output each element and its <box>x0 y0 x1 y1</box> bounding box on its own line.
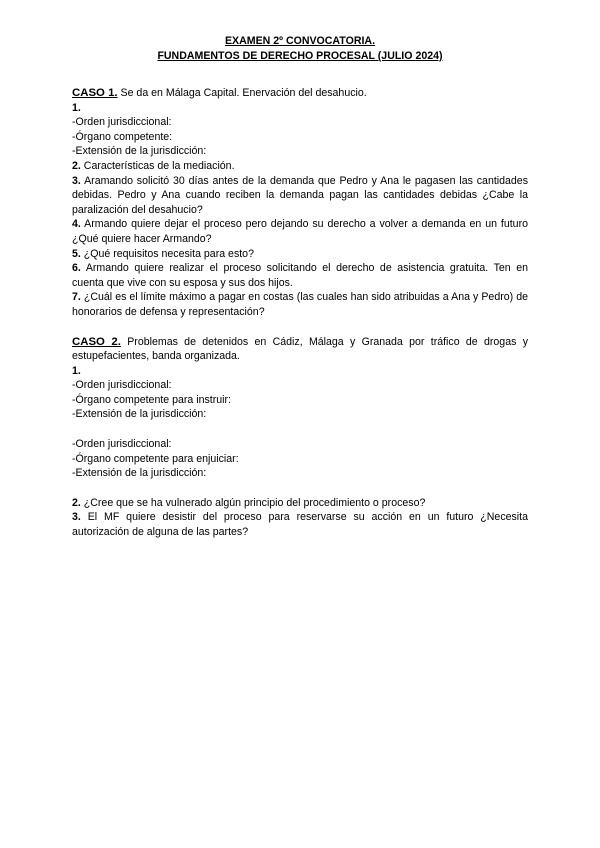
caso2-instruir-line-3: -Extensión de la jurisdicción: <box>72 408 207 421</box>
exam-title-line-1: EXAMEN 2º CONVOCATORIA. <box>224 35 376 47</box>
caso1-item-7 <box>72 290 528 319</box>
caso2-label: CASO 2. <box>72 335 121 348</box>
caso1-item-3 <box>72 174 528 218</box>
caso1-item-4-text: Armando quiere dejar el proceso pero dejando su derecho a volver a demanda en un futuro ¿Qué quiere hacer Armando? <box>72 218 528 245</box>
caso1-item-3-text: Aramando solicitó 30 días antes de la demanda que Pedro y Ana le pagasen las cantidades debidas. Pedro y Ana cuando reciben la demanda pagan las cantidades debidas ¿Cabe la paralización del desahucio? <box>72 174 528 216</box>
caso1-item-2-text: Características de la mediación. <box>80 159 235 172</box>
caso2-enjuiciar-line-1: -Orden jurisdiccional: <box>72 438 172 451</box>
caso1-label: CASO 1. <box>72 87 118 99</box>
caso1-item-1-line-3: -Extensión de la jurisdicción: <box>72 145 207 158</box>
caso2-enjuiciar-line-2: -Órgano competente para enjuiciar: <box>72 452 239 465</box>
caso1-item-5-text: ¿Qué requisitos necesita para esto? <box>80 247 254 260</box>
caso1-item-7-text: ¿Cuál es el límite máximo a pagar en costas (las cuales han sido atribuidas a Ana y Pedro) de honorarios de defensa y representación? <box>72 291 528 318</box>
caso1-item-1-number: 1. <box>72 101 81 114</box>
caso2-item-2-text: ¿Cree que se ha vulnerado algún principio del procedimiento o proceso? <box>80 496 426 509</box>
caso1-heading <box>72 86 528 101</box>
caso2-item-3-number: 3. <box>72 511 81 524</box>
caso1-intro: Se da en Málaga Capital. Enervación del desahucio. <box>117 87 367 99</box>
caso2-instruir-line-1: -Orden jurisdiccional: <box>72 379 172 392</box>
exam-title-line-2: FUNDAMENTOS DE DERECHO PROCESAL (JULIO 2024) <box>157 50 443 62</box>
caso1-item-1-line-1: -Orden jurisdiccional: <box>72 116 172 129</box>
caso2-item-2 <box>72 496 528 511</box>
caso2-intro: Problemas de detenidos en Cádiz, Málaga y Granada por tráfico de drogas y estupefacientes, banda organizada. <box>72 335 528 363</box>
caso1-item-4 <box>72 217 528 246</box>
caso1-item-6-text: Armando quiere realizar el proceso solicitando el derecho de asistencia gratuita. Ten en cuenta que vive con su esposa y sus dos hijos. <box>72 262 528 289</box>
caso1-item-3-number: 3. <box>72 174 81 187</box>
exam-page <box>72 34 528 540</box>
caso1-item-6 <box>72 261 528 290</box>
caso1-item-4-number: 4. <box>72 218 81 231</box>
caso1-item-2-number: 2. <box>72 159 81 172</box>
caso2-item-2-number: 2. <box>72 496 81 509</box>
caso2-heading <box>72 335 528 364</box>
caso1-item-2 <box>72 159 528 174</box>
caso1-item-5 <box>72 247 528 262</box>
caso2-item-3-text: El MF quiere desistir del proceso para reservarse su acción en un futuro ¿Necesita autorización de alguna de las partes? <box>72 511 528 539</box>
caso1-item-6-number: 6. <box>72 262 81 275</box>
caso2-instruir-line-2: -Órgano competente para instruir: <box>72 393 231 406</box>
caso1-item-5-number: 5. <box>72 247 81 260</box>
caso2-item-1-number: 1. <box>72 364 81 377</box>
caso1-item-1-line-2: -Órgano competente: <box>72 130 173 143</box>
caso1-item-7-number: 7. <box>72 291 81 304</box>
caso2-enjuiciar-line-3: -Extensión de la jurisdicción: <box>72 467 207 480</box>
caso2-item-3 <box>72 510 528 539</box>
